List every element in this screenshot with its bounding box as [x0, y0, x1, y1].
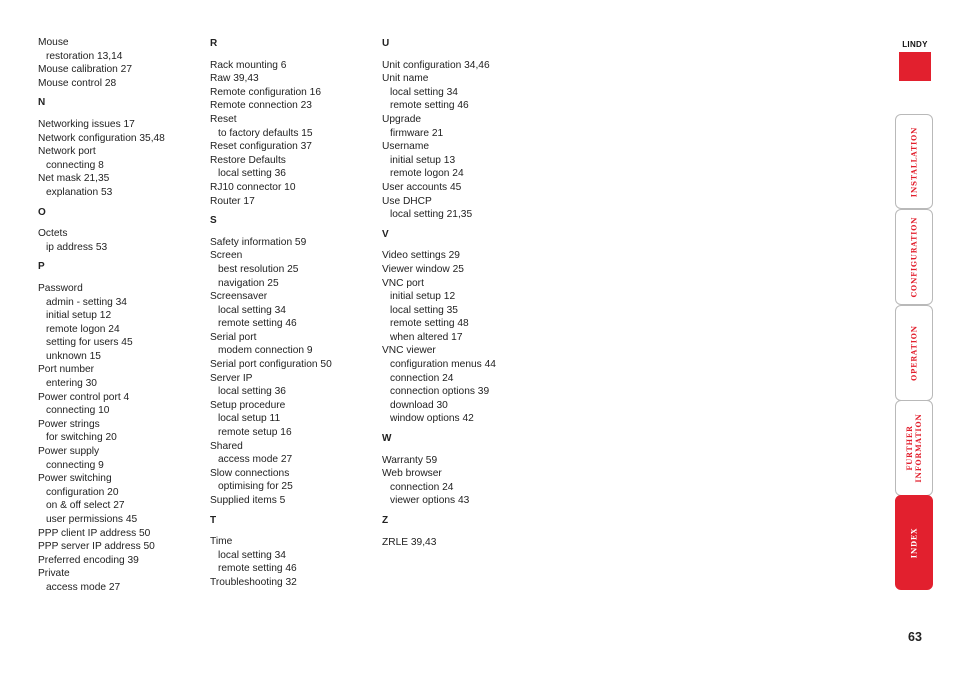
tab-operation[interactable]	[895, 305, 933, 401]
index-entry: Networking issues 17	[38, 118, 135, 130]
index-entry: Screen	[210, 250, 243, 262]
index-subentry: remote setting 46	[218, 563, 297, 575]
index-section-letter: T	[210, 514, 217, 526]
index-entry: Power switching	[38, 473, 112, 485]
index-subentry: access mode 27	[46, 581, 121, 593]
index-entry: Supplied items 5	[210, 495, 286, 506]
index-entry: Power strings	[38, 418, 100, 430]
index-subentry: configuration menus 44	[390, 359, 496, 371]
index-subentry: connection 24	[390, 481, 454, 493]
index-entry: Remote configuration 16	[210, 86, 321, 98]
index-entry: ZRLE 39,43	[382, 536, 437, 548]
index-entry: Octets	[38, 228, 68, 240]
index-subentry: initial setup 12	[390, 291, 456, 303]
index-section-letter: N	[38, 97, 46, 109]
index-entry: Server IP	[210, 372, 253, 384]
index-entry: Safety information 59	[210, 236, 307, 248]
index-entry: PPP server IP address 50	[38, 541, 155, 553]
index-section-letter: Z	[382, 515, 389, 526]
index-subentry: local setting 34	[218, 304, 286, 316]
logo-red-block	[899, 52, 931, 81]
index-entry: Serial port configuration 50	[210, 359, 332, 371]
index-subentry: setting for users 45	[46, 337, 133, 349]
index-subentry: remote logon 24	[390, 168, 464, 180]
index-subentry: user permissions 45	[46, 514, 138, 525]
index-entry: Screensaver	[210, 291, 268, 303]
index-subentry: for switching 20	[46, 432, 117, 444]
index-entry: Unit configuration 34,46	[382, 59, 490, 71]
index-subentry: window options 42	[390, 413, 474, 425]
index-subentry: viewer options 43	[390, 495, 470, 507]
index-entry: Restore Defaults	[210, 154, 286, 166]
tab-label: FURTHER INFORMATION	[905, 413, 923, 483]
index-entry: Mouse calibration 27	[38, 64, 133, 76]
index-entry: Rack mounting 6	[210, 59, 287, 71]
tab-index[interactable]	[895, 495, 933, 590]
index-subentry: remote setting 46	[390, 100, 469, 112]
index-entry: Port number	[38, 364, 95, 376]
index-subentry: local setting 21,35	[390, 209, 473, 221]
index-section-letter: U	[382, 38, 390, 49]
index-entry: Router 17	[210, 195, 255, 207]
index-section-letter: O	[38, 206, 46, 218]
logo-text: LINDY	[902, 40, 928, 49]
tab-label: INSTALLATION	[909, 126, 919, 197]
index-entry: Mouse control 28	[38, 77, 117, 89]
index-column-3	[382, 36, 547, 549]
index-entry: Net mask 21,35	[38, 173, 110, 185]
index-subentry: initial setup 13	[390, 154, 456, 166]
index-entry: PPP client IP address 50	[38, 527, 151, 539]
index-subentry: entering 30	[46, 378, 97, 390]
index-subentry: connecting 9	[46, 459, 104, 471]
index-subentry: firmware 21	[390, 127, 444, 139]
index-entry: Reset configuration 37	[210, 141, 312, 153]
index-entry: Reset	[210, 113, 237, 125]
tab-label: OPERATION	[909, 325, 919, 381]
index-subentry: remote setting 48	[390, 318, 469, 330]
index-subentry: configuration 20	[46, 486, 119, 498]
index-subentry: download 30	[390, 399, 448, 411]
index-entry: Use DHCP	[382, 195, 432, 207]
index-entry: Remote connection 23	[210, 100, 312, 112]
tab-configuration[interactable]	[895, 209, 933, 305]
index-subentry: connecting 8	[46, 159, 104, 171]
index-column-2	[210, 36, 375, 590]
index-section-letter: W	[382, 433, 392, 445]
index-entry: Network configuration 35,48	[38, 132, 165, 144]
lindy-logo	[899, 38, 931, 81]
tab-label: INDEX	[909, 527, 919, 558]
index-subentry: remote logon 24	[46, 323, 120, 335]
index-subentry: remote setup 16	[218, 427, 292, 439]
index-section-letter: S	[210, 215, 217, 227]
index-subentry: local setup 11	[218, 413, 281, 425]
index-entry: Serial port	[210, 331, 257, 343]
index-subentry: ip address 53	[46, 241, 108, 253]
tab-label: CONFIGURATION	[909, 216, 919, 298]
index-subentry: local setting 36	[218, 386, 286, 398]
index-subentry: connecting 10	[46, 405, 110, 417]
index-entry: Unit name	[382, 73, 429, 85]
index-entry: Slow connections	[210, 467, 290, 479]
index-entry: VNC viewer	[382, 345, 436, 357]
index-subentry: local setting 34	[218, 549, 286, 561]
index-entry: VNC port	[382, 277, 424, 289]
index-entry: Time	[210, 536, 233, 548]
index-subentry: local setting 35	[390, 304, 458, 316]
index-subentry: connection options 39	[390, 386, 490, 398]
index-entry: Password	[38, 282, 83, 294]
index-section-letter: V	[382, 228, 389, 240]
index-column-1	[38, 36, 203, 595]
index-entry: Username	[382, 141, 429, 153]
index-subentry: best resolution 25	[218, 263, 299, 275]
index-entry: Private	[38, 568, 70, 580]
index-subentry: on & off select 27	[46, 500, 125, 512]
index-subentry: access mode 27	[218, 454, 293, 466]
index-entry: Upgrade	[382, 113, 422, 125]
index-entry: Network port	[38, 146, 96, 158]
index-subentry: admin - setting 34	[46, 296, 127, 308]
index-entry: Troubleshooting 32	[210, 576, 297, 588]
index-entry: Video settings 29	[382, 250, 460, 262]
tab-further-information[interactable]	[895, 400, 933, 496]
index-entry: User accounts 45	[382, 181, 462, 193]
index-entry: Power control port 4	[38, 391, 130, 403]
index-entry: Shared	[210, 440, 243, 452]
index-subentry: local setting 36	[218, 168, 286, 180]
index-subentry: optimising for 25	[218, 481, 293, 493]
index-subentry: to factory defaults 15	[218, 127, 313, 139]
index-subentry: remote setting 46	[218, 318, 297, 330]
index-entry: Viewer window 25	[382, 263, 464, 275]
index-subentry: local setting 34	[390, 86, 458, 98]
index-entry: Power supply	[38, 446, 100, 458]
index-entry: Setup procedure	[210, 399, 286, 411]
tab-installation[interactable]	[895, 114, 933, 209]
index-subentry: when altered 17	[390, 331, 463, 343]
index-subentry: navigation 25	[218, 277, 279, 289]
index-section-letter: R	[210, 38, 218, 49]
index-entry: Web browser	[382, 468, 442, 480]
index-section-letter: P	[38, 261, 45, 273]
index-subentry: unknown 15	[46, 350, 101, 362]
index-subentry: initial setup 12	[46, 310, 112, 322]
index-entry: Warranty 59	[382, 454, 438, 466]
index-entry: Raw 39,43	[210, 73, 259, 85]
index-entry: Preferred encoding 39	[38, 554, 139, 566]
index-subentry: connection 24	[390, 372, 454, 384]
index-subentry: modem connection 9	[218, 345, 313, 357]
index-entry: Mouse	[38, 37, 69, 48]
index-subentry: explanation 53	[46, 186, 113, 198]
page-number: 63	[908, 630, 922, 644]
index-subentry: restoration 13,14	[46, 50, 123, 62]
index-entry: RJ10 connector 10	[210, 181, 296, 193]
